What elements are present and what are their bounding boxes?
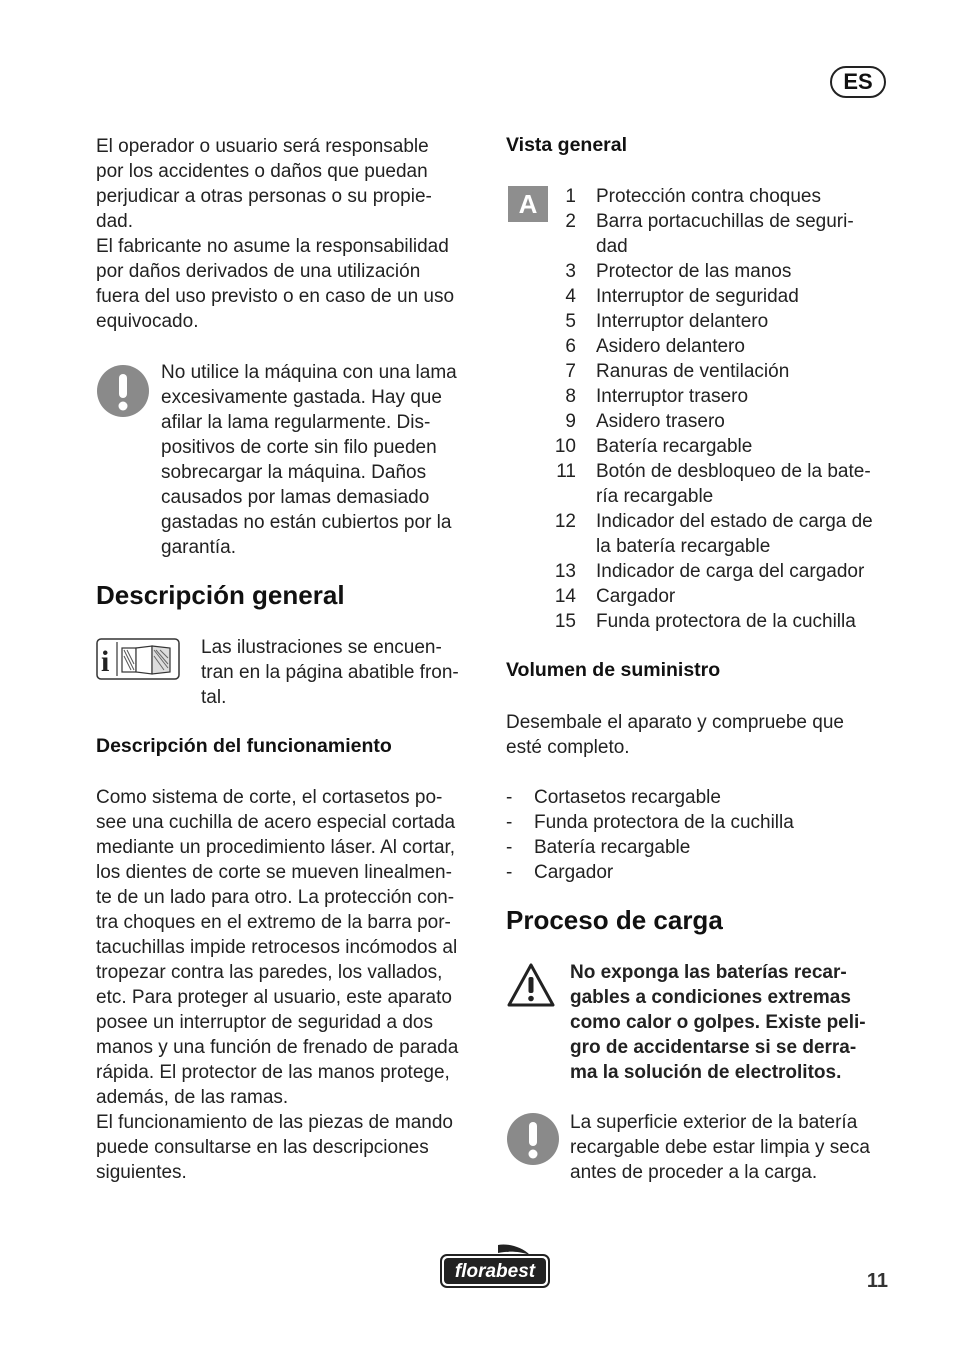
list-item: - Cortasetos recargable bbox=[506, 787, 721, 808]
exclamation-icon bbox=[506, 1112, 560, 1166]
exclamation-icon bbox=[96, 364, 150, 418]
list-item: 14 Cargador bbox=[554, 586, 676, 607]
list-item: 7 Ranuras de ventilación bbox=[565, 361, 790, 382]
list-item: 15 Funda protectora de la cuchilla bbox=[554, 611, 856, 632]
language-badge: ES bbox=[830, 66, 886, 98]
heading-descripcion-general: Descripción general bbox=[96, 580, 345, 610]
charge-warning-text: No exponga las baterías recar- gables a condiciones extremas como calor o golpes. Existe peli- gro de accidentarse si se derra- ma la solución de electrolitos. bbox=[570, 962, 866, 1083]
list-item: 13 Indicador de carga del cargador bbox=[554, 561, 865, 582]
supply-intro: Desembale el aparato y compruebe que esté completo. bbox=[506, 712, 844, 758]
svg-text:i: i bbox=[101, 645, 110, 678]
logo-wordmark: florabest bbox=[454, 1261, 536, 1282]
list-item: - Cargador bbox=[506, 862, 614, 883]
list-item: 6 Asidero delantero bbox=[565, 336, 745, 357]
list-item: 12 Indicador del estado de carga de la batería recargable bbox=[554, 511, 873, 557]
list-item: 3 Protector de las manos bbox=[565, 261, 792, 282]
heading-volumen-suministro: Volumen de suministro bbox=[506, 659, 721, 681]
intro-paragraph: El operador o usuario será responsable por los accidentes o daños que puedan perjudicar a otras personas o su propie- dad. El fabricante no asume la responsabilidad por daños derivados de una utilización fuera del uso previsto o en caso de un uso equivocado. bbox=[96, 136, 455, 332]
charge-note-text: La superficie exterior de la batería recargable debe estar limpia y seca antes de proceder a la carga. bbox=[570, 1112, 870, 1183]
supply-list bbox=[506, 785, 896, 885]
list-item: 4 Interruptor de seguridad bbox=[565, 286, 799, 307]
page-number: 11 bbox=[866, 1270, 888, 1292]
warning-triangle-icon bbox=[506, 962, 556, 1008]
figure-letter-box: A bbox=[508, 186, 548, 222]
list-item: 2 Barra portacuchillas de seguri- dad bbox=[565, 211, 854, 257]
heading-proceso-carga: Proceso de carga bbox=[506, 905, 723, 935]
overview-list bbox=[526, 184, 896, 634]
list-item: - Batería recargable bbox=[506, 837, 691, 858]
list-item: 1 Protección contra choques bbox=[565, 186, 821, 207]
list-item: 10 Batería recargable bbox=[554, 436, 753, 457]
blade-warning-text: No utilice la máquina con una lama excesivamente gastada. Hay que afilar la lama regularmente. Dis- positivos de corte sin filo pueden sobrecargar la máquina. Daños causados por lamas demasiado gastadas no están cubiertos por la garantía. bbox=[161, 362, 457, 558]
list-item: - Funda protectora de la cuchilla bbox=[506, 812, 794, 833]
function-paragraph: Como sistema de corte, el cortasetos po- see una cuchilla de acero especial cortada mediante un procedimiento láser. Al cortar, los dientes de corte se mueven linealmen- te de un lado para otro. La protección con- tra choques en el extremo de la barra por- tacuchillas impide retrocesos incómodos al tropezar contra las paredes, los vallados, etc. Para proteger al usuario, este aparato posee un interruptor de seguridad a dos manos y una función de frenado de parada rápida. El protector de las manos protege, además, de las ramas. El funcionamiento de las piezas de mando puede consultarse en las descripciones siguientes. bbox=[96, 787, 459, 1183]
list-item: 11 Botón de desbloqueo de la bate- ría recargable bbox=[556, 461, 871, 507]
heading-funcionamiento: Descripción del funcionamiento bbox=[96, 735, 392, 757]
info-book-icon bbox=[96, 638, 180, 680]
list-item: 8 Interruptor trasero bbox=[565, 386, 749, 407]
list-item: 5 Interruptor delantero bbox=[565, 311, 769, 332]
list-item: 9 Asidero trasero bbox=[565, 411, 725, 432]
florabest-logo bbox=[438, 1243, 552, 1289]
info-text: Las ilustraciones se encuen- tran en la página abatible fron- tal. bbox=[201, 637, 459, 708]
heading-vista-general: Vista general bbox=[506, 134, 628, 156]
